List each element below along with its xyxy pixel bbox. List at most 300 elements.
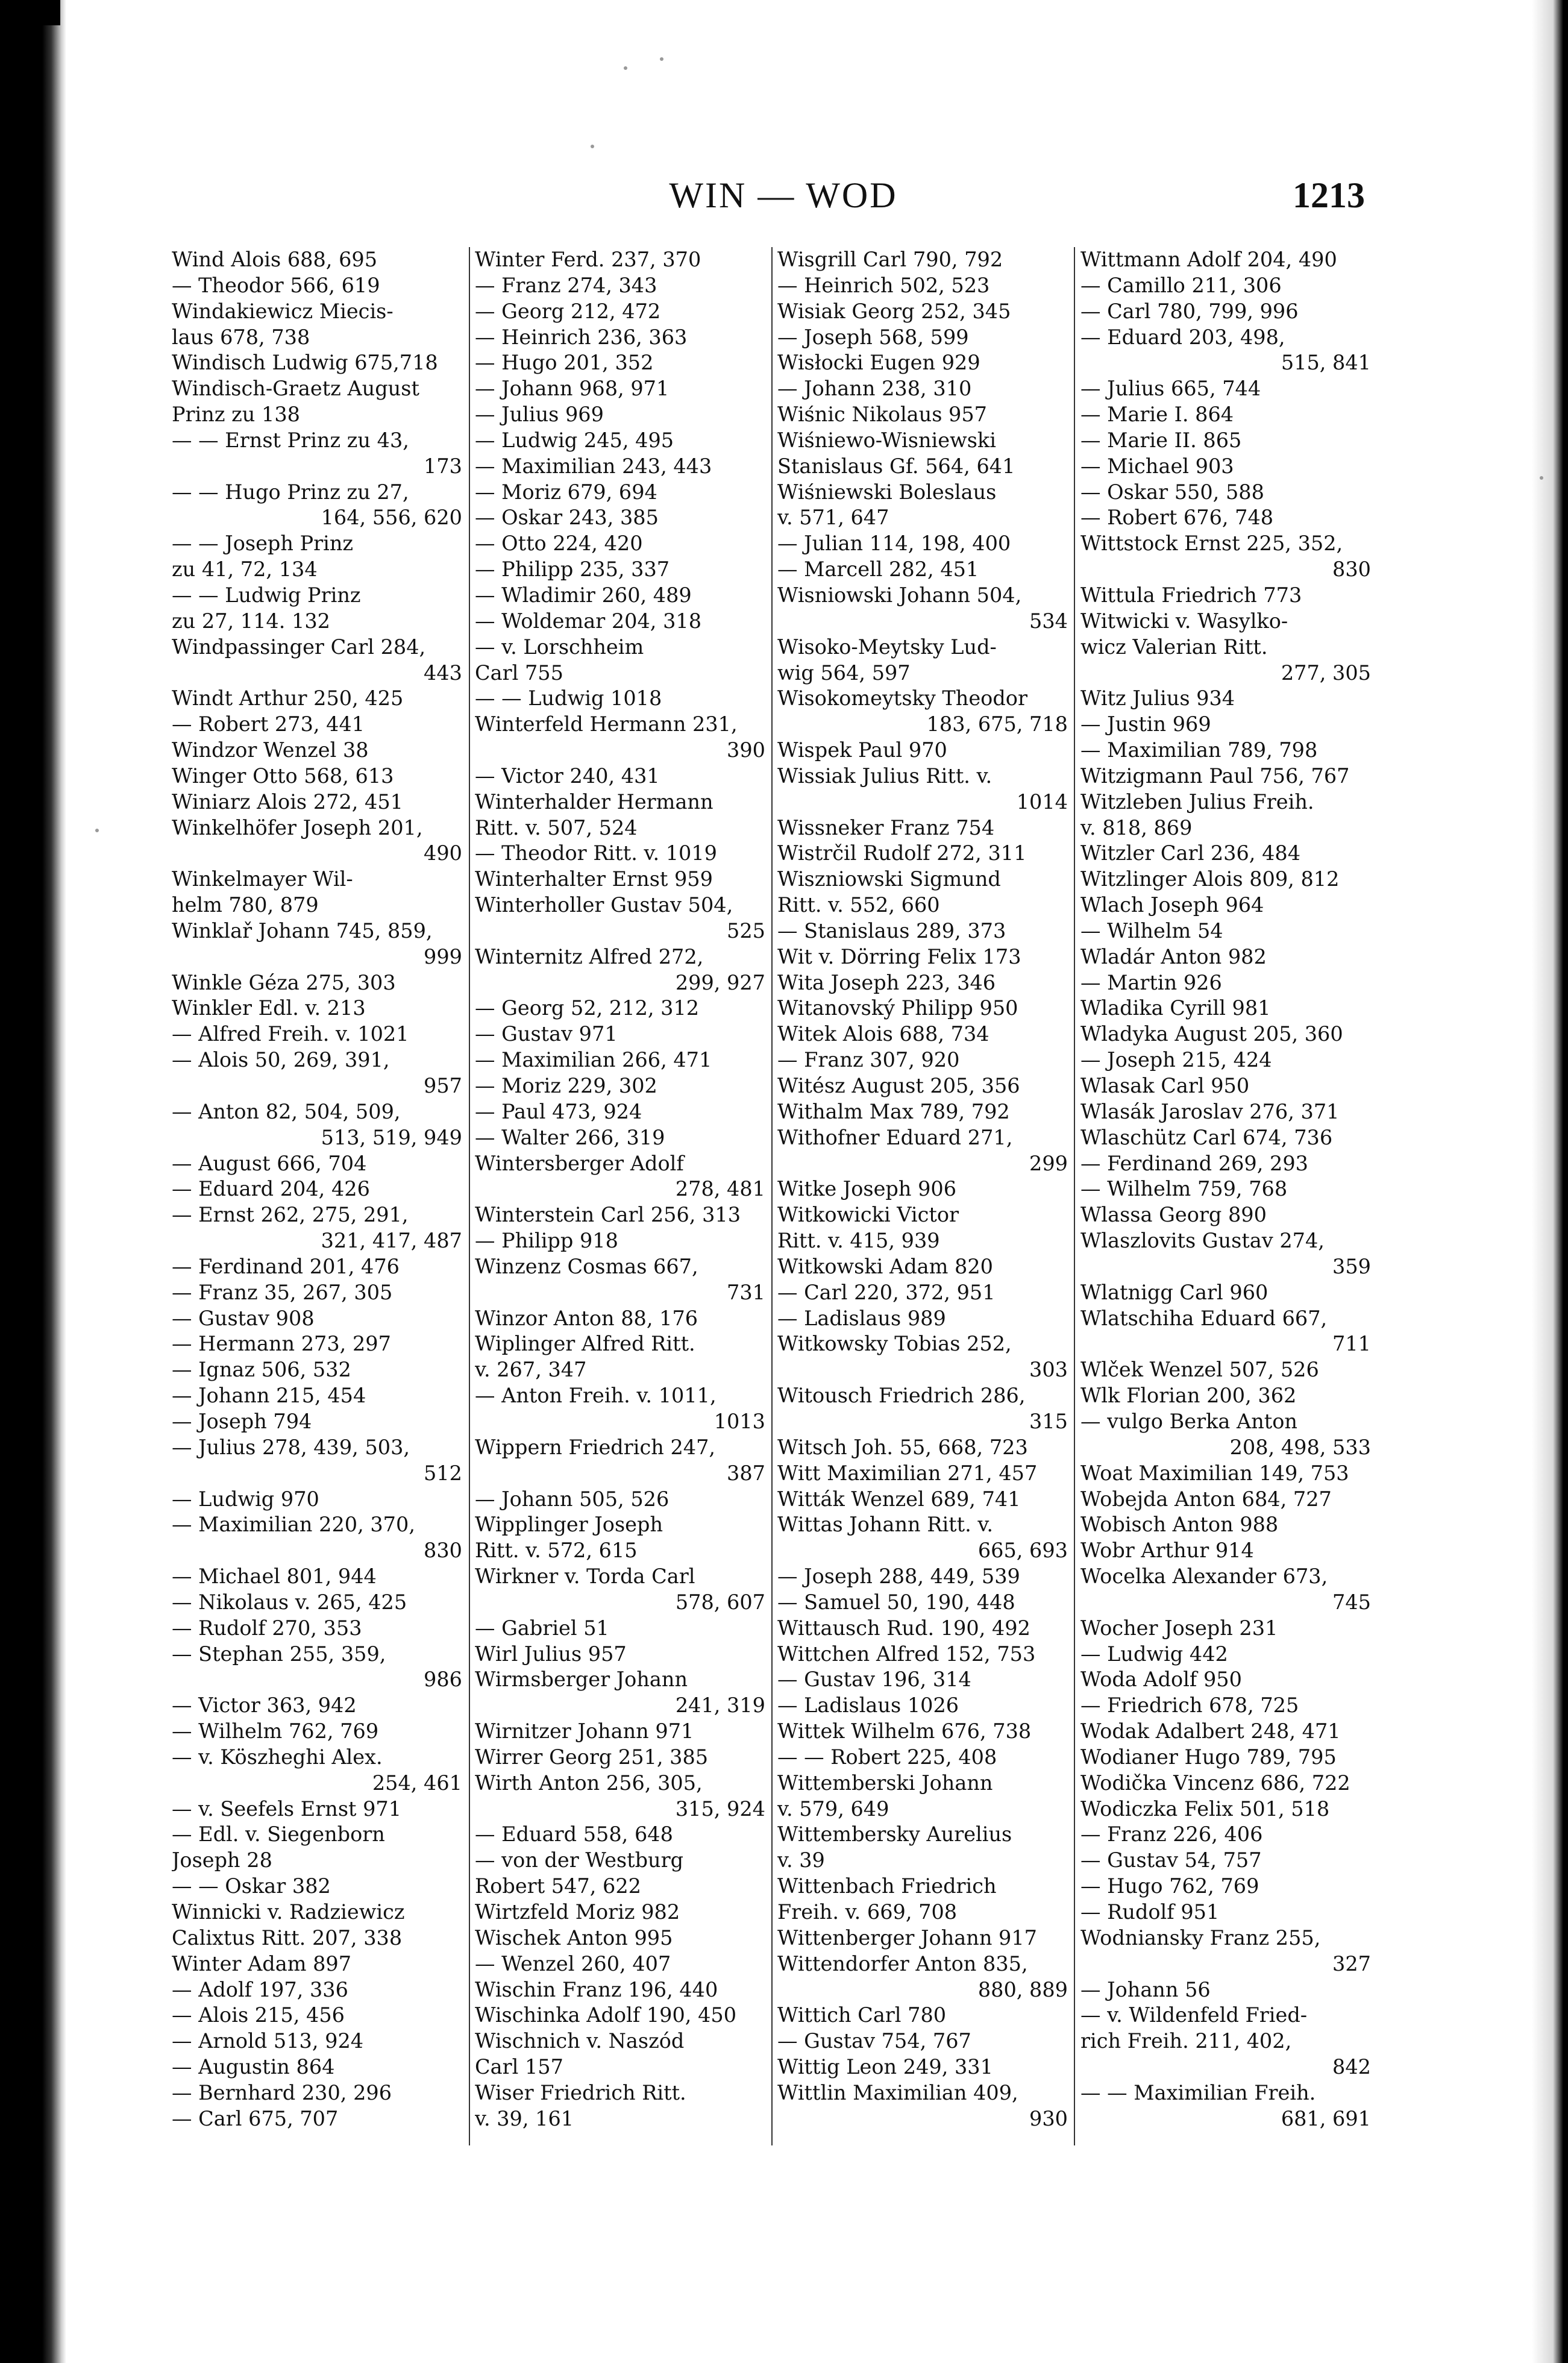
- index-entry-line: Wistrčil Rudolf 272, 311: [777, 841, 1027, 865]
- index-entry-line: Witanovský Philipp 950: [777, 996, 1018, 1020]
- index-entry-line: Windzor Wenzel 38: [172, 738, 369, 762]
- index-entry-line: Witkowski Adam 820: [777, 1254, 993, 1278]
- index-entry-line: — Philipp 918: [475, 1229, 618, 1253]
- index-entry-line: — Ladislaus 989: [777, 1306, 946, 1330]
- speck-mark: [624, 66, 627, 70]
- index-entry-line: — Ludwig 970: [172, 1487, 319, 1511]
- index-entry-line: Wirkner v. Torda Carl: [475, 1564, 695, 1589]
- index-entry-line: Wirth Anton 256, 305,: [475, 1771, 703, 1795]
- index-entry-line: Withalm Max 789, 792: [777, 1099, 1010, 1123]
- index-entry-line: — Victor 240, 431: [475, 764, 660, 788]
- index-entry-line: — Ferdinand 269, 293: [1080, 1151, 1308, 1175]
- index-entry-line: 880, 889: [977, 1977, 1068, 2001]
- index-entry-line: Wiśniewo-Wisniewski: [777, 428, 996, 452]
- index-entry-line: — Maximilian 243, 443: [475, 454, 712, 478]
- index-entry-line: Wittenberger Johann 917: [777, 1925, 1037, 1950]
- index-entry-line: 321, 417, 487: [321, 1229, 462, 1253]
- index-entry-line: Wittlin Maximilian 409,: [777, 2080, 1018, 2104]
- index-entry-line: 183, 675, 718: [926, 712, 1068, 736]
- index-entry-line: Wlasak Carl 950: [1080, 1074, 1250, 1097]
- index-entry-line: Wodniansky Franz 255,: [1080, 1925, 1321, 1950]
- speck-mark: [1540, 476, 1543, 480]
- index-entry-line: — Ludwig 245, 495: [475, 428, 674, 452]
- index-entry-line: — Paul 473, 924: [475, 1099, 642, 1123]
- index-entry-line: Wisgrill Carl 790, 792: [777, 248, 1003, 271]
- index-entry-line: Wissiak Julius Ritt. v.: [777, 764, 993, 788]
- index-entry-line: Stanislaus Gf. 564, 641: [777, 454, 1015, 478]
- index-entry-line: — Robert 273, 441: [172, 712, 365, 736]
- index-entry-line: helm 780, 879: [172, 893, 319, 917]
- index-entry-line: Wittula Friedrich 773: [1080, 583, 1302, 607]
- index-entry-line: — Johann 238, 310: [777, 377, 972, 401]
- index-entry-line: — — Robert 225, 408: [777, 1745, 997, 1769]
- index-entry-line: — Eduard 203, 498,: [1080, 325, 1285, 349]
- index-entry-line: Wlk Florian 200, 362: [1080, 1384, 1297, 1408]
- index-entry-line: — Gustav 196, 314: [777, 1668, 971, 1692]
- index-entry-line: Wind Alois 688, 695: [172, 248, 378, 271]
- index-entry-line: Wladyka August 205, 360: [1080, 1022, 1343, 1046]
- index-entry-line: — Martin 926: [1080, 970, 1222, 994]
- index-entry-line: Wobisch Anton 988: [1080, 1513, 1279, 1537]
- index-entry-line: Woda Adolf 950: [1080, 1668, 1242, 1692]
- index-entry-line: 731: [727, 1280, 765, 1304]
- index-entry-line: Wiśnic Nikolaus 957: [777, 403, 987, 427]
- index-entry-line: — Julius 665, 744: [1080, 377, 1261, 401]
- index-entry-line: v. 571, 647: [777, 506, 889, 530]
- index-entry-line: Wlassa Georg 890: [1080, 1203, 1267, 1227]
- index-entry-line: — Hermann 273, 297: [172, 1332, 391, 1356]
- index-entry-line: Wischek Anton 995: [475, 1925, 673, 1950]
- index-entry-line: — Ignaz 506, 532: [172, 1358, 351, 1382]
- index-entry-line: — Woldemar 204, 318: [475, 609, 702, 633]
- index-entry-line: v. 39, 161: [475, 2106, 574, 2130]
- index-entry-line: — Maximilian 220, 370,: [172, 1513, 415, 1537]
- index-entry-line: — Eduard 204, 426: [172, 1177, 370, 1201]
- index-entry-line: — Franz 226, 406: [1080, 1822, 1263, 1847]
- index-entry-line: 534: [1029, 609, 1068, 633]
- book-spine-shadow: [0, 0, 66, 2363]
- index-entry-line: Wisokomeytsky Theodor: [777, 686, 1027, 711]
- index-entry-line: — Otto 224, 420: [475, 532, 643, 556]
- index-entry-line: Windt Arthur 250, 425: [172, 686, 404, 711]
- index-entry-line: — Michael 903: [1080, 454, 1234, 478]
- index-entry-line: — Rudolf 270, 353: [172, 1616, 362, 1640]
- index-entry-line: — Marie I. 864: [1080, 403, 1234, 427]
- index-entry-line: 681, 691: [1281, 2106, 1371, 2130]
- index-entry-line: Wodička Vincenz 686, 722: [1080, 1771, 1350, 1795]
- index-entry-line: Witész August 205, 356: [777, 1074, 1020, 1097]
- index-entry-line: — Wilhelm 54: [1080, 918, 1223, 943]
- index-entry-line: 303: [1029, 1358, 1068, 1382]
- index-entry-line: 315: [1029, 1409, 1068, 1433]
- index-entry-line: — Wenzel 260, 407: [475, 1951, 671, 1975]
- index-entry-line: — Walter 266, 319: [475, 1125, 665, 1149]
- index-entry-line: 387: [727, 1461, 765, 1485]
- index-entry-line: rich Freih. 211, 402,: [1080, 2029, 1292, 2053]
- index-entry-line: Carl 157: [475, 2055, 563, 2079]
- index-entry-line: Ritt. v. 507, 524: [475, 815, 638, 839]
- index-column-1: [172, 247, 462, 2132]
- index-entry-line: — Ernst 262, 275, 291,: [172, 1203, 409, 1227]
- index-entry-line: Wocelka Alexander 673,: [1080, 1564, 1328, 1589]
- index-entry-line: — — Ludwig Prinz: [172, 583, 361, 607]
- index-entry-line: Winkle Géza 275, 303: [172, 970, 396, 994]
- index-entry-line: 241, 319: [675, 1693, 765, 1718]
- index-entry-line: Woat Maximilian 149, 753: [1080, 1461, 1349, 1485]
- index-entry-line: 443: [424, 661, 462, 685]
- index-entry-line: Wodiczka Felix 501, 518: [1080, 1797, 1330, 1821]
- index-entry-line: Witták Wenzel 689, 741: [777, 1487, 1021, 1511]
- index-entry-line: 277, 305: [1281, 661, 1371, 685]
- index-entry-line: — Eduard 558, 648: [475, 1822, 673, 1847]
- index-entry-line: zu 41, 72, 134: [172, 557, 318, 582]
- index-entry-line: Winkelmayer Wil-: [172, 867, 353, 891]
- index-entry-line: — vulgo Berka Anton: [1080, 1409, 1297, 1433]
- index-entry-line: 512: [424, 1461, 462, 1485]
- index-entry-line: — — Oskar 382: [172, 1874, 331, 1898]
- index-entry-line: Wispek Paul 970: [777, 738, 947, 762]
- index-entry-line: — Bernhard 230, 296: [172, 2080, 392, 2104]
- index-entry-line: Wocher Joseph 231: [1080, 1616, 1278, 1640]
- speck-mark: [660, 57, 663, 61]
- index-entry-line: 745: [1332, 1590, 1371, 1614]
- index-entry-line: — Wilhelm 762, 769: [172, 1719, 379, 1743]
- index-entry-line: 515, 841: [1281, 351, 1371, 375]
- index-entry-line: 957: [424, 1074, 462, 1097]
- page-header-title: WIN — WOD: [669, 175, 898, 215]
- index-entry-line: — Hugo 201, 352: [475, 351, 654, 375]
- index-entry-line: Ritt. v. 572, 615: [475, 1539, 638, 1563]
- index-entry-line: 164, 556, 620: [321, 506, 462, 530]
- index-entry-line: 711: [1332, 1332, 1371, 1356]
- index-column-3: [777, 247, 1068, 2132]
- index-entry-line: Witek Alois 688, 734: [777, 1022, 989, 1046]
- index-entry-line: zu 27, 114. 132: [172, 609, 330, 633]
- index-entry-line: — Justin 969: [1080, 712, 1211, 736]
- index-entry-line: — — Ludwig 1018: [475, 686, 662, 711]
- index-entry-line: Wirnitzer Johann 971: [475, 1719, 694, 1743]
- index-entry-line: Wlaschütz Carl 674, 736: [1080, 1125, 1333, 1149]
- index-entry-line: Winternitz Alfred 272,: [475, 944, 704, 968]
- index-entry-line: — Georg 212, 472: [475, 299, 661, 323]
- index-entry-line: — Marcell 282, 451: [777, 557, 979, 582]
- index-entry-line: Prinz zu 138: [172, 403, 300, 427]
- index-entry-line: Wittembersky Aurelius: [777, 1822, 1012, 1847]
- index-entry-line: — Theodor 566, 619: [172, 273, 380, 297]
- index-entry-line: Wintersberger Adolf: [475, 1151, 684, 1175]
- index-entry-line: — von der Westburg: [475, 1848, 684, 1872]
- index-entry-line: — Oskar 243, 385: [475, 506, 659, 530]
- index-entry-line: Winzenz Cosmas 667,: [475, 1254, 698, 1278]
- index-entry-line: — Franz 35, 267, 305: [172, 1280, 393, 1304]
- index-entry-line: Windisch Ludwig 675,718: [172, 351, 438, 375]
- index-entry-line: Wittstock Ernst 225, 352,: [1080, 532, 1343, 556]
- index-column-2: [475, 247, 765, 2132]
- index-entry-line: 254, 461: [372, 1771, 462, 1795]
- index-entry-line: Wlach Joseph 964: [1080, 893, 1264, 917]
- column-divider: [469, 247, 470, 2145]
- index-entry-line: Winkler Edl. v. 213: [172, 996, 366, 1020]
- index-entry-line: Witke Joseph 906: [777, 1177, 957, 1201]
- index-entry-line: Wiser Friedrich Ritt.: [475, 2080, 686, 2104]
- index-entry-line: Wittek Wilhelm 676, 738: [777, 1719, 1032, 1743]
- index-entry-line: — Ferdinand 201, 476: [172, 1254, 400, 1278]
- index-entry-line: — Augustin 864: [172, 2055, 335, 2079]
- index-entry-line: — Moriz 679, 694: [475, 480, 657, 504]
- index-entry-line: Wirtzfeld Moriz 982: [475, 1900, 680, 1924]
- index-entry-line: laus 678, 738: [172, 325, 310, 349]
- index-entry-line: Wischinka Adolf 190, 450: [475, 2003, 737, 2027]
- index-entry-line: Wirrer Georg 251, 385: [475, 1745, 709, 1769]
- index-entry-line: — Gabriel 51: [475, 1616, 609, 1640]
- index-entry-line: Wlatnigg Carl 960: [1080, 1280, 1269, 1304]
- spine-notch: [36, 0, 60, 25]
- index-entry-line: 299, 927: [675, 970, 765, 994]
- index-entry-line: — v. Seefels Ernst 971: [172, 1797, 402, 1821]
- index-entry-line: — Robert 676, 748: [1080, 506, 1274, 530]
- index-entry-line: 327: [1332, 1951, 1371, 1975]
- index-entry-line: — Gustav 971: [475, 1022, 618, 1046]
- index-entry-line: — Victor 363, 942: [172, 1693, 357, 1718]
- index-entry-line: — Hugo 762, 769: [1080, 1874, 1259, 1898]
- index-entry-line: — Carl 675, 707: [172, 2106, 339, 2130]
- index-entry-line: 1013: [713, 1409, 765, 1433]
- index-entry-line: Winterstein Carl 256, 313: [475, 1203, 741, 1227]
- index-entry-line: — Stanislaus 289, 373: [777, 918, 1006, 943]
- index-entry-line: — Heinrich 502, 523: [777, 273, 990, 297]
- index-entry-line: 513, 519, 949: [321, 1125, 462, 1149]
- index-entry-line: — Julius 278, 439, 503,: [172, 1435, 410, 1459]
- index-entry-line: — Ladislaus 1026: [777, 1693, 959, 1718]
- index-entry-line: Winzor Anton 88, 176: [475, 1306, 698, 1330]
- index-entry-line: 173: [424, 454, 462, 478]
- index-entry-line: — Gustav 54, 757: [1080, 1848, 1262, 1872]
- index-entry-line: Witkowicki Victor: [777, 1203, 959, 1227]
- index-entry-line: — Gustav 908: [172, 1306, 315, 1330]
- index-entry-line: — v. Lorschheim: [475, 635, 644, 659]
- index-entry-line: Winter Ferd. 237, 370: [475, 248, 701, 271]
- index-entry-line: v. 818, 869: [1080, 815, 1193, 839]
- index-entry-line: — Johann 215, 454: [172, 1384, 366, 1408]
- index-entry-line: — Anton 82, 504, 509,: [172, 1099, 401, 1123]
- speck-mark: [591, 145, 594, 148]
- index-entry-line: Wittchen Alfred 152, 753: [777, 1642, 1036, 1666]
- index-entry-line: Wischnich v. Naszód: [475, 2029, 685, 2053]
- index-entry-line: Wisiak Georg 252, 345: [777, 299, 1011, 323]
- index-entry-line: — Alfred Freih. v. 1021: [172, 1022, 409, 1046]
- index-entry-line: — Ludwig 442: [1080, 1642, 1228, 1666]
- index-entry-line: Witzigmann Paul 756, 767: [1080, 764, 1350, 788]
- index-entry-line: 208, 498, 533: [1229, 1435, 1371, 1459]
- index-entry-line: — Michael 801, 944: [172, 1564, 377, 1589]
- index-entry-line: — Johann 968, 971: [475, 377, 670, 401]
- index-entry-line: Wittausch Rud. 190, 492: [777, 1616, 1030, 1640]
- index-entry-line: Wisłocki Eugen 929: [777, 351, 980, 375]
- index-entry-line: Wittmann Adolf 204, 490: [1080, 248, 1337, 271]
- index-entry-line: — Friedrich 678, 725: [1080, 1693, 1299, 1718]
- page-number: 1213: [1293, 175, 1365, 215]
- speck-mark: [95, 829, 99, 832]
- index-entry-line: Wladika Cyrill 981: [1080, 996, 1271, 1020]
- index-entry-line: Wiplinger Alfred Ritt.: [475, 1332, 695, 1356]
- index-entry-line: Winklař Johann 745, 859,: [172, 918, 433, 943]
- index-entry-line: Winterhalter Ernst 959: [475, 867, 713, 891]
- index-entry-line: Ritt. v. 552, 660: [777, 893, 940, 917]
- index-entry-line: — Camillo 211, 306: [1080, 273, 1282, 297]
- index-entry-line: Wirmsberger Johann: [475, 1668, 688, 1692]
- index-entry-line: — Joseph 215, 424: [1080, 1048, 1272, 1072]
- index-entry-line: Winter Adam 897: [172, 1951, 352, 1975]
- index-entry-line: Witzleben Julius Freih.: [1080, 789, 1314, 814]
- index-entry-line: v. 39: [777, 1848, 825, 1872]
- index-entry-line: — Joseph 568, 599: [777, 325, 969, 349]
- index-entry-line: — Nikolaus v. 265, 425: [172, 1590, 407, 1614]
- index-entry-line: — Stephan 255, 359,: [172, 1642, 386, 1666]
- index-entry-line: Wiśniewski Boleslaus: [777, 480, 997, 504]
- page-edge-shadow: [1532, 0, 1568, 2363]
- index-entry-line: Wippern Friedrich 247,: [475, 1435, 716, 1459]
- index-entry-line: v. 267, 347: [475, 1358, 587, 1382]
- index-entry-line: Wita Joseph 223, 346: [777, 970, 996, 994]
- index-entry-line: Wittig Leon 249, 331: [777, 2055, 993, 2079]
- index-entry-line: Wissneker Franz 754: [777, 815, 995, 839]
- index-entry-line: Witousch Friedrich 286,: [777, 1384, 1026, 1408]
- index-entry-line: 578, 607: [675, 1590, 765, 1614]
- index-entry-line: Wisoko-Meytsky Lud-: [777, 635, 997, 659]
- index-entry-line: Withofner Eduard 271,: [777, 1125, 1013, 1149]
- index-entry-line: — Samuel 50, 190, 448: [777, 1590, 1015, 1614]
- index-entry-line: — Gustav 754, 767: [777, 2029, 971, 2053]
- index-entry-line: wicz Valerian Ritt.: [1080, 635, 1268, 659]
- index-entry-line: Winterhalder Hermann: [475, 789, 713, 814]
- index-entry-line: — Georg 52, 212, 312: [475, 996, 700, 1020]
- index-entry-line: 390: [727, 738, 765, 762]
- index-entry-line: Wiszniowski Sigmund: [777, 867, 1001, 891]
- index-entry-line: — Julius 969: [475, 403, 604, 427]
- index-entry-line: 999: [424, 944, 462, 968]
- index-entry-line: — — Ernst Prinz zu 43,: [172, 428, 409, 452]
- index-entry-line: Witzler Carl 236, 484: [1080, 841, 1301, 865]
- index-entry-line: — — Hugo Prinz zu 27,: [172, 480, 409, 504]
- index-entry-line: — Edl. v. Siegenborn: [172, 1822, 385, 1847]
- index-entry-line: — Alois 50, 269, 391,: [172, 1048, 390, 1072]
- index-entry-line: Wlatschiha Eduard 667,: [1080, 1306, 1328, 1330]
- index-entry-line: Windakiewicz Miecis-: [172, 299, 394, 323]
- index-entry-line: Wirl Julius 957: [475, 1642, 627, 1666]
- index-entry-line: — Philipp 235, 337: [475, 557, 670, 582]
- index-entry-line: — Maximilian 789, 798: [1080, 738, 1318, 762]
- index-entry-line: Windpassinger Carl 284,: [172, 635, 426, 659]
- index-entry-line: 830: [1332, 557, 1371, 582]
- index-entry-line: Witkowsky Tobias 252,: [777, 1332, 1012, 1356]
- index-entry-line: Witzlinger Alois 809, 812: [1080, 867, 1340, 891]
- column-divider: [1074, 247, 1075, 2145]
- index-entry-line: Joseph 28: [172, 1848, 272, 1872]
- index-entry-line: Wodianer Hugo 789, 795: [1080, 1745, 1337, 1769]
- index-entry-line: Wobejda Anton 684, 727: [1080, 1487, 1332, 1511]
- index-entry-line: wig 564, 597: [777, 661, 911, 685]
- index-entry-line: — Carl 780, 799, 996: [1080, 299, 1299, 323]
- index-entry-line: Wipplinger Joseph: [475, 1513, 663, 1537]
- index-entry-line: Winger Otto 568, 613: [172, 764, 394, 788]
- index-entry-line: Wittas Johann Ritt. v.: [777, 1513, 993, 1537]
- index-entry-line: — Franz 307, 920: [777, 1048, 960, 1072]
- index-entry-line: — — Maximilian Freih.: [1080, 2080, 1316, 2104]
- index-entry-line: Witsch Joh. 55, 668, 723: [777, 1435, 1028, 1459]
- index-entry-line: — Wilhelm 759, 768: [1080, 1177, 1288, 1201]
- index-entry-line: v. 579, 649: [777, 1797, 889, 1821]
- index-entry-line: — Marie II. 865: [1080, 428, 1242, 452]
- index-entry-line: — Joseph 794: [172, 1409, 312, 1433]
- index-entry-line: Freih. v. 669, 708: [777, 1900, 958, 1924]
- index-entry-line: Wlaszlovits Gustav 274,: [1080, 1229, 1325, 1253]
- index-entry-line: 359: [1332, 1254, 1371, 1278]
- index-entry-line: — Anton Freih. v. 1011,: [475, 1384, 717, 1408]
- index-entry-line: Winkelhöfer Joseph 201,: [172, 815, 423, 839]
- index-entry-line: Winnicki v. Radziewicz: [172, 1900, 405, 1924]
- index-entry-line: Ritt. v. 415, 939: [777, 1229, 940, 1253]
- index-entry-line: 1014: [1016, 789, 1068, 814]
- index-entry-line: Wladár Anton 982: [1080, 944, 1267, 968]
- index-entry-line: Wittendorfer Anton 835,: [777, 1951, 1028, 1975]
- index-entry-line: Wlček Wenzel 507, 526: [1080, 1358, 1319, 1382]
- index-entry-line: — Carl 220, 372, 951: [777, 1280, 996, 1304]
- index-entry-line: — Alois 215, 456: [172, 2003, 345, 2027]
- index-entry-line: 830: [424, 1539, 462, 1563]
- index-entry-line: 299: [1029, 1151, 1068, 1175]
- index-entry-line: — Julian 114, 198, 400: [777, 532, 1011, 556]
- index-entry-line: Winterholler Gustav 504,: [475, 893, 733, 917]
- index-entry-line: — v. Wildenfeld Fried-: [1080, 2003, 1308, 2027]
- index-entry-line: 842: [1332, 2055, 1371, 2079]
- index-entry-line: 930: [1029, 2106, 1068, 2130]
- index-entry-line: — Moriz 229, 302: [475, 1074, 657, 1097]
- index-entry-line: — Rudolf 951: [1080, 1900, 1220, 1924]
- index-entry-line: — Johann 56: [1080, 1977, 1211, 2001]
- index-entry-line: Carl 755: [475, 661, 563, 685]
- index-entry-line: 986: [424, 1668, 462, 1692]
- index-entry-line: Wobr Arthur 914: [1080, 1539, 1254, 1563]
- index-entry-line: — Franz 274, 343: [475, 273, 657, 297]
- index-entry-line: Witt Maximilian 271, 457: [777, 1461, 1038, 1485]
- index-entry-line: Calixtus Ritt. 207, 338: [172, 1925, 403, 1950]
- index-entry-line: Wittich Carl 780: [777, 2003, 947, 2027]
- index-entry-line: — Wladimir 260, 489: [475, 583, 692, 607]
- index-entry-line: — Arnold 513, 924: [172, 2029, 364, 2053]
- index-entry-line: 490: [424, 841, 462, 865]
- index-entry-line: 665, 693: [977, 1539, 1068, 1563]
- index-entry-line: — Johann 505, 526: [475, 1487, 670, 1511]
- index-entry-line: — Theodor Ritt. v. 1019: [475, 841, 717, 865]
- index-entry-line: Wodak Adalbert 248, 471: [1080, 1719, 1341, 1743]
- index-entry-line: — Oskar 550, 588: [1080, 480, 1264, 504]
- index-entry-line: Winiarz Alois 272, 451: [172, 789, 403, 814]
- index-entry-line: — v. Köszheghi Alex.: [172, 1745, 383, 1769]
- index-entry-line: Wlasák Jaroslav 276, 371: [1080, 1099, 1340, 1123]
- index-entry-line: Wisniowski Johann 504,: [777, 583, 1022, 607]
- index-entry-line: 278, 481: [675, 1177, 765, 1201]
- index-entry-line: — Heinrich 236, 363: [475, 325, 688, 349]
- index-entry-line: Wittemberski Johann: [777, 1771, 993, 1795]
- index-entry-line: — Maximilian 266, 471: [475, 1048, 712, 1072]
- index-entry-line: Wittenbach Friedrich: [777, 1874, 997, 1898]
- index-entry-line: Witwicki v. Wasylko-: [1080, 609, 1288, 633]
- index-column-4: [1080, 247, 1371, 2132]
- index-entry-line: — August 666, 704: [172, 1151, 367, 1175]
- index-entry-line: Winterfeld Hermann 231,: [475, 712, 738, 736]
- index-entry-line: Wit v. Dörring Felix 173: [777, 944, 1021, 968]
- index-entry-line: Robert 547, 622: [475, 1874, 641, 1898]
